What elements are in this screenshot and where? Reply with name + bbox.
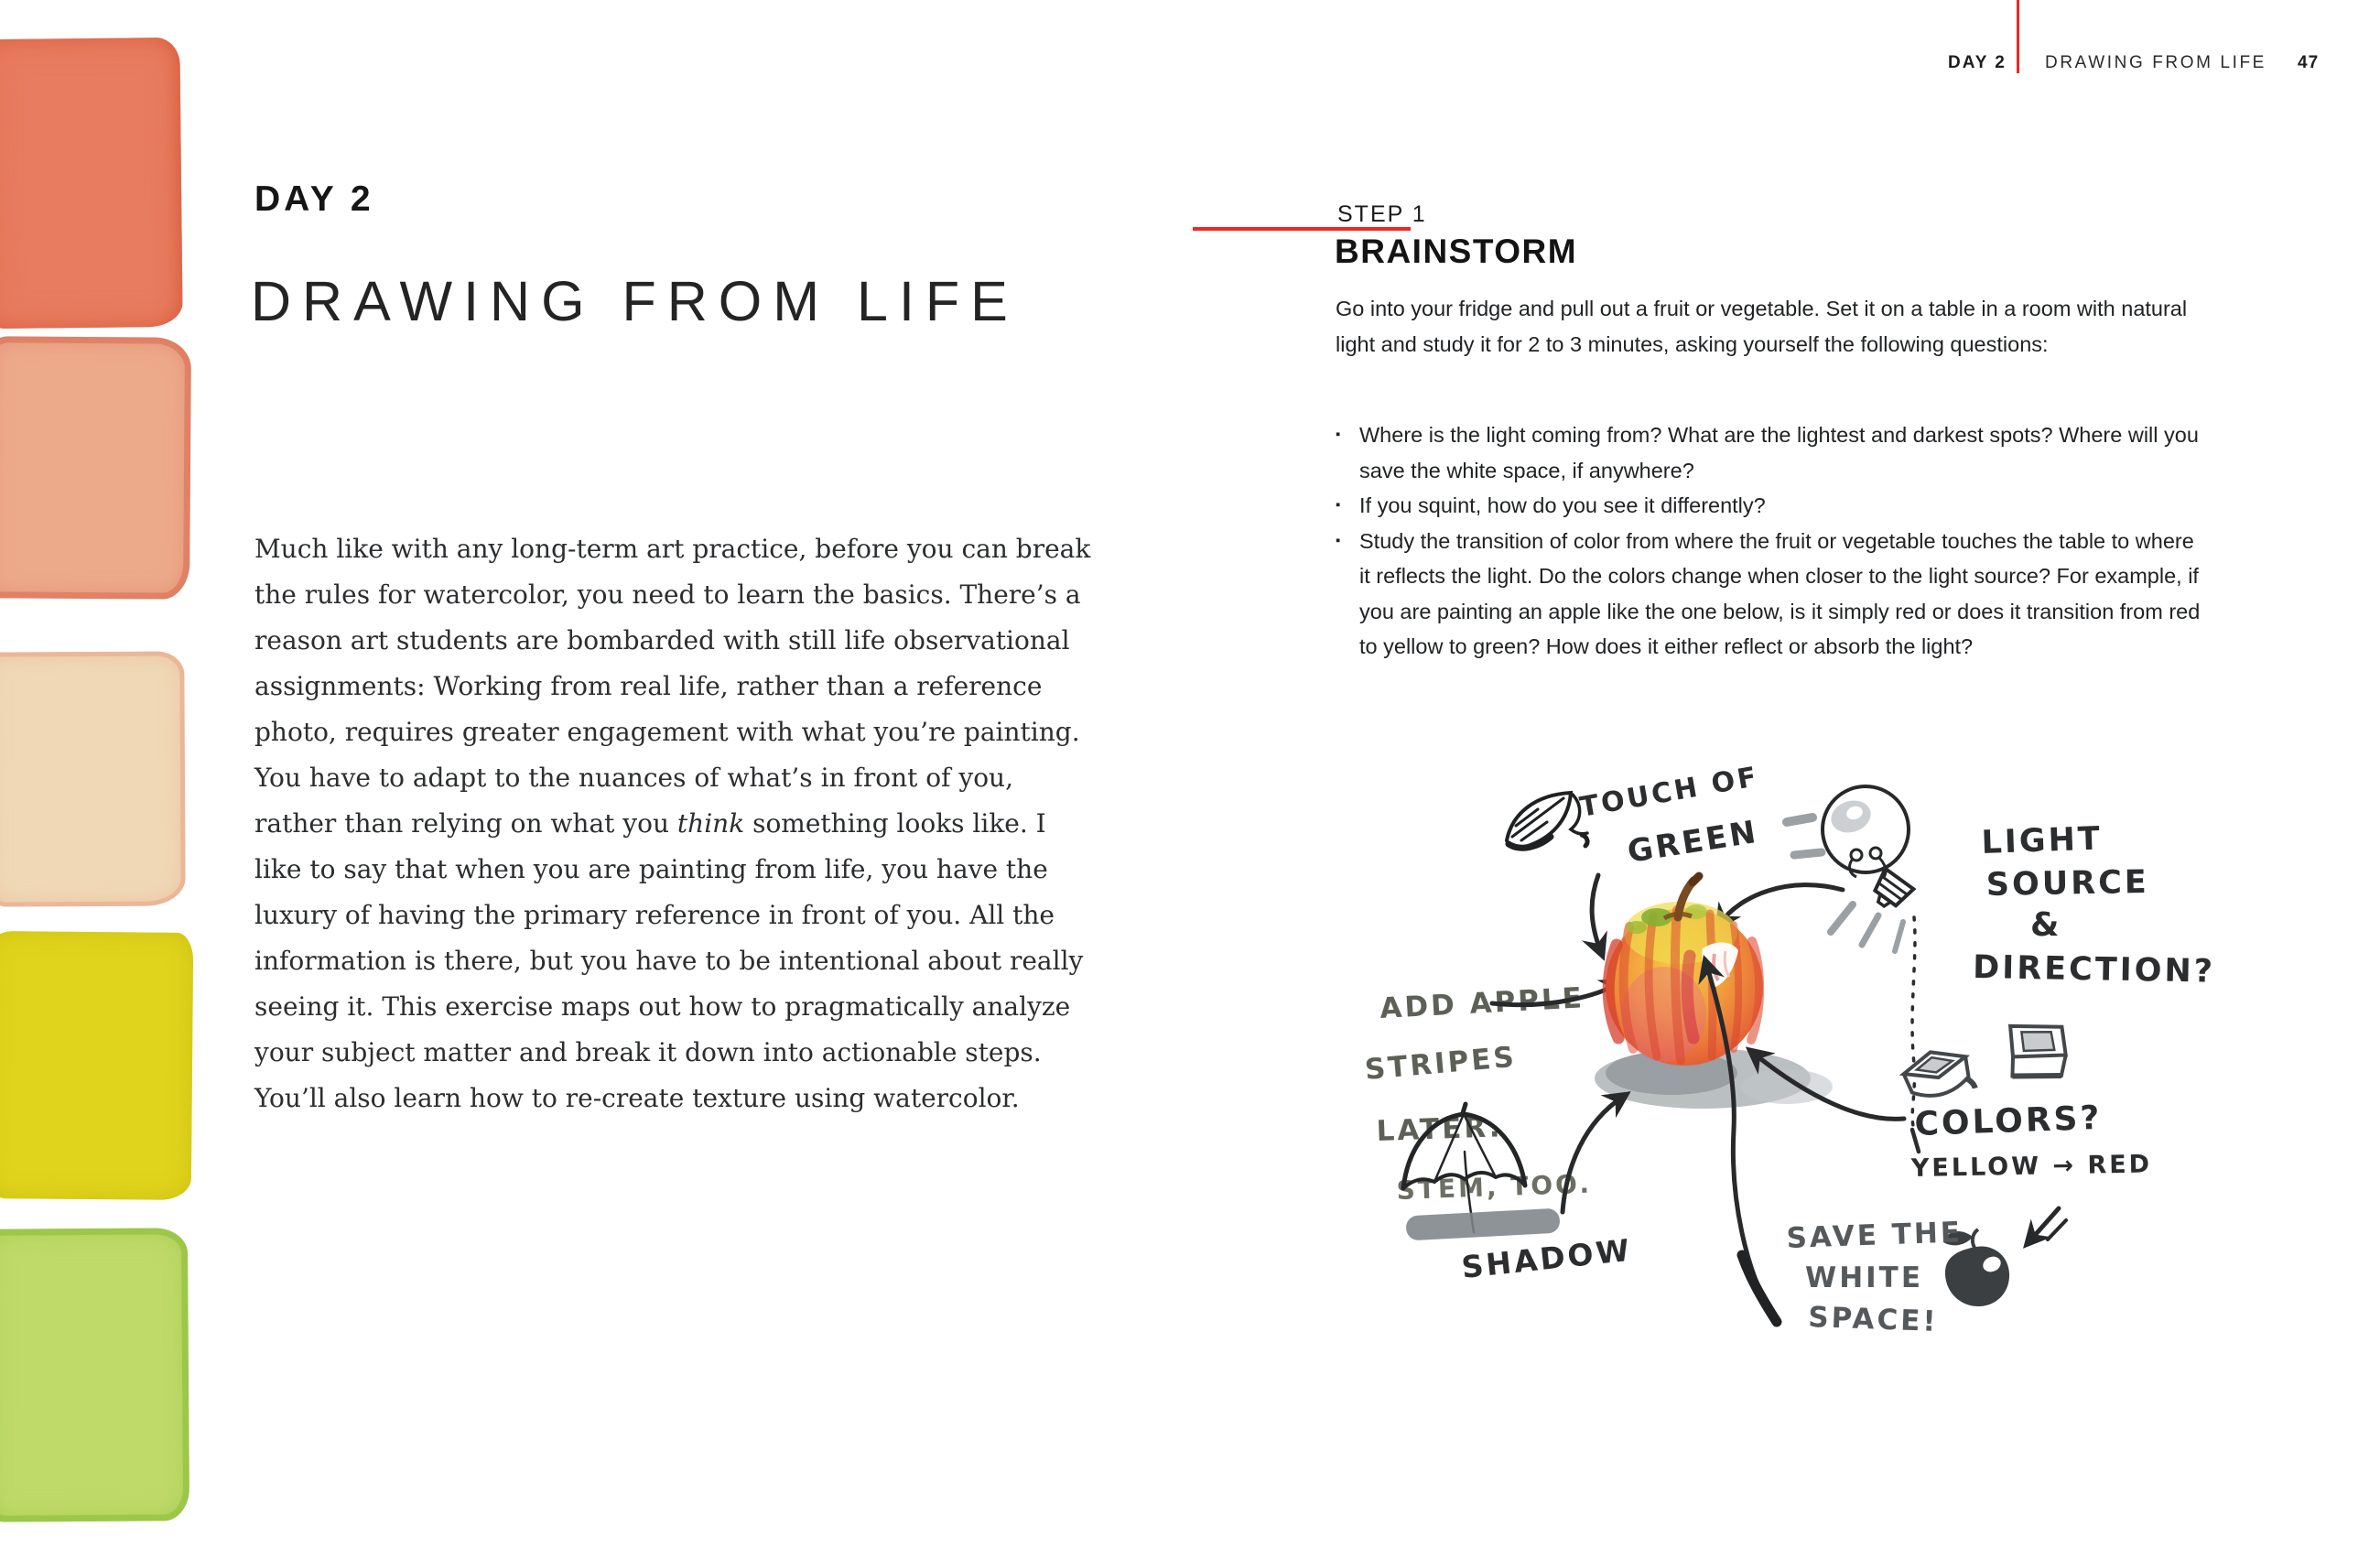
arrow-lightbulb-to-apple [1720, 885, 1843, 924]
chapter-paragraph [254, 526, 1093, 1121]
arrow-touch-of-green [1592, 875, 1601, 952]
bullet-icon: ▪ [1336, 497, 1341, 513]
light-source-label-3: & [2030, 906, 2062, 944]
bullet-icon: ▪ [1336, 427, 1341, 442]
day-label: DAY 2 [254, 179, 374, 219]
light-source-label-4: DIRECTION? [1972, 949, 2216, 991]
arrow-save-white-space-tail [1742, 1255, 1777, 1322]
question-item [1336, 488, 2207, 524]
header-page-number: 47 [2298, 53, 2320, 72]
bullet-icon: ▪ [1336, 532, 1341, 548]
stripes-label-2: STRIPES [1363, 1040, 1519, 1087]
watercolor-swatch-peach [0, 336, 191, 600]
chapter-paragraph-italic: think [676, 808, 745, 839]
brainstorm-illustration [1307, 738, 2227, 1370]
stripes-label-3: LATER. [1376, 1110, 1504, 1148]
light-source-label-2: SOURCE [1985, 863, 2150, 904]
save-white-space-label-1: SAVE THE [1786, 1216, 1964, 1255]
colors-transition-label: YELLOW → RED [1910, 1150, 2153, 1183]
umbrella-shadow-wash [1405, 1208, 1560, 1241]
question-item [1336, 417, 2207, 488]
question-text: If you squint, how do you see it differently? [1359, 493, 1766, 517]
chapter-paragraph-part1: Much like with any long-term art practice, before you can break the rules for watercolor, you need to learn the basics. There’s a reason art students are bombarded with still life observational assignments: Working from real life, rather than a reference photo, requires greater engagement with what you’re painting. You have to adapt to the nuances of what’s in front of you, rather than relying on what you [254, 534, 1091, 839]
light-source-label-1: LIGHT [1980, 820, 2104, 861]
stripes-label-4: STEM, TOO. [1396, 1168, 1593, 1206]
shadow-label: SHADOW [1459, 1231, 1634, 1285]
stripes-label-1: ADD APPLE [1379, 981, 1585, 1025]
watercolor-swatch-cream [0, 651, 186, 906]
watercolor-swatch-coral [0, 38, 183, 329]
leaf-sketch-icon [1507, 793, 1587, 848]
step-red-rule [1193, 227, 1411, 231]
question-item [1336, 524, 2207, 665]
chapter-title: DRAWING FROM LIFE [251, 270, 1019, 332]
step-label: STEP 1 [1337, 201, 1427, 227]
touch-of-green-label-1: TOUCH OF [1577, 761, 1762, 824]
save-white-space-label-3: SPACE! [1807, 1301, 1940, 1338]
touch-of-green-label-2: GREEN [1625, 813, 1761, 871]
arrow-to-ink-apple [2029, 1208, 2059, 1241]
save-white-space-label-2: WHITE [1805, 1261, 1923, 1294]
watercolor-swatch-green [0, 1228, 189, 1522]
question-text: Study the transition of color from where the fruit or vegetable touches the table to where it reflects the light. Do the colors change when closer to the light source? For example, if you are painting an apple like the one below, is it simply red or does it transition from red to yellow to green? How does it either reflect or absorb the light? [1359, 528, 2201, 658]
chapter-paragraph-part2: something looks like. I like to say that when you are painting from life, you have the luxury of having the primary reference in front of you. All the information is there, but you have to be intentional about really seeing it. This exercise maps out how to pragmatically analyze your subject matter and break it down into actionable steps. You’ll also learn how to re-create texture using watercolor. [254, 808, 1084, 1113]
header-day-label: DAY 2 [1948, 53, 2007, 72]
watercolor-swatch-yellow [0, 931, 193, 1200]
step-title: BRAINSTORM [1335, 233, 1578, 270]
question-text: Where is the light coming from? What are the lightest and darkest spots? Where will you save the white space, if anywhere? [1359, 423, 2199, 482]
paint-pan-icon [1900, 1044, 1975, 1104]
arrow-to-ink-apple-second-stroke [2048, 1220, 2066, 1240]
paint-pan-icon [2005, 1021, 2070, 1082]
header-chapter-title: DRAWING FROM LIFE [2045, 53, 2266, 72]
step-intro: Go into your fridge and pull out a fruit or vegetable. Set it on a table in a room with natural light and study it for 2 to 3 minutes, asking yourself the following questions: [1336, 297, 2188, 356]
header-red-rule [2017, 0, 2019, 73]
question-list [1336, 417, 2207, 665]
colors-label: COLORS? [1913, 1099, 2104, 1143]
